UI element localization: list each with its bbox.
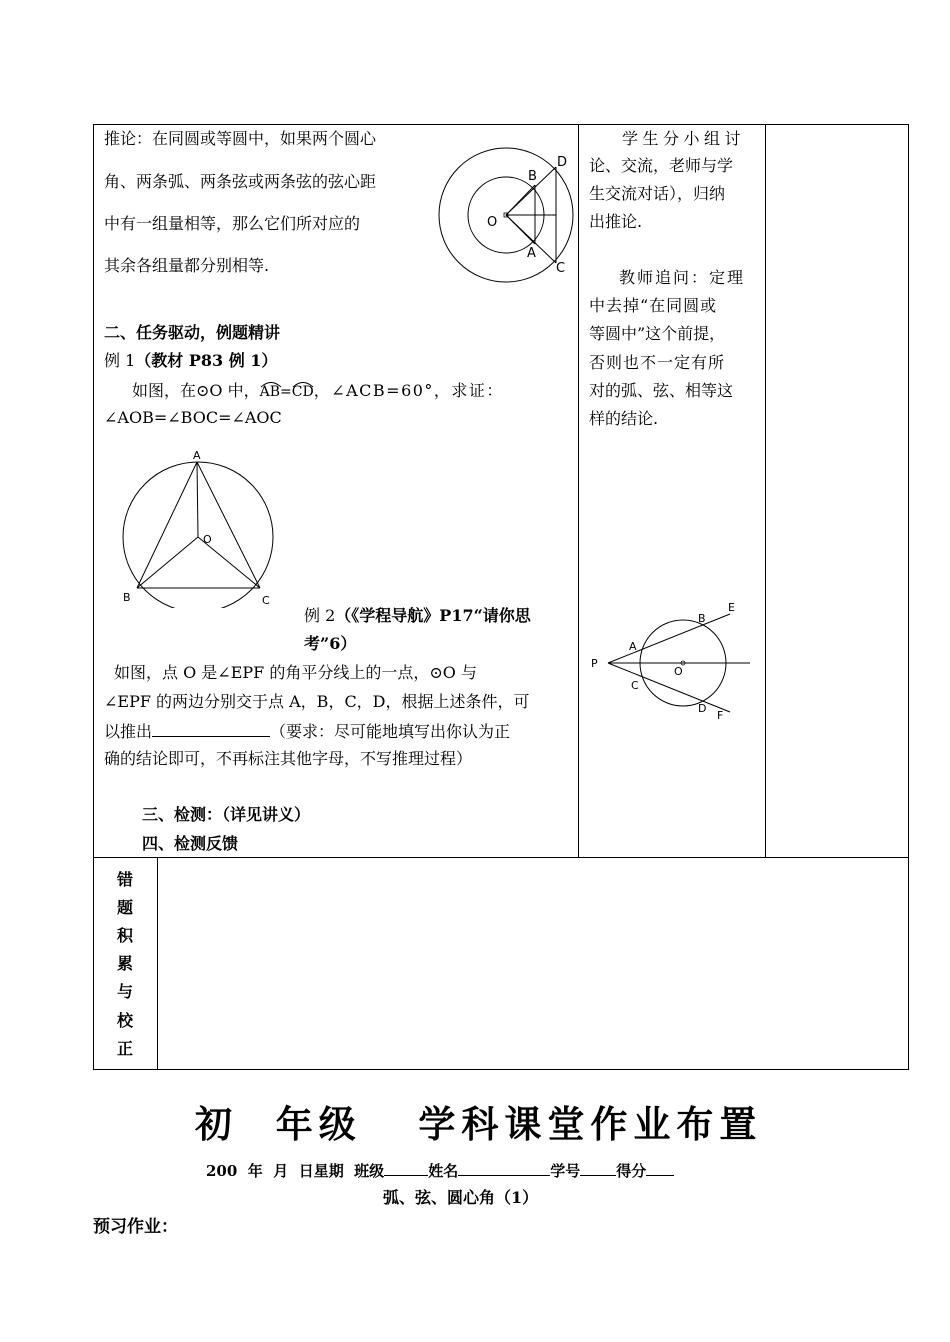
section3: 三、检测：（详见讲义） — [142, 805, 311, 824]
error-label-6: 校 — [117, 1011, 134, 1030]
example1-line2: ∠AOB=∠BOC=∠AOC — [104, 408, 282, 427]
no-blank[interactable] — [580, 1161, 616, 1176]
inference-line-4: 其余各组量都分别相等. — [104, 256, 270, 275]
column-divider-2 — [765, 124, 766, 858]
name-blank[interactable] — [458, 1161, 550, 1176]
mid-para1-line2: 论、交流，老师与学 — [589, 156, 734, 175]
example1-line1 — [132, 383, 504, 399]
section4: 四、检测反馈 — [142, 834, 239, 853]
arc-mark-icon — [260, 380, 282, 388]
label-c: C — [631, 679, 639, 692]
info-class: 班级 — [354, 1162, 385, 1180]
info-no: 学号 — [550, 1162, 581, 1180]
mid-para2-line2: 中去掉“在同圆或 — [589, 296, 718, 315]
error-label-4: 累 — [117, 954, 134, 973]
example2-line-2: ∠EPF 的两边分别交于点 A，B，C，D，根据上述条件，可 — [104, 692, 530, 711]
label-c: C — [262, 594, 270, 607]
inference-line-3: 中有一组量相等，那么它们所对应的 — [104, 214, 361, 233]
label-f: F — [717, 709, 724, 722]
example2-line-3 — [104, 722, 510, 740]
label-o: O — [487, 215, 498, 230]
table-mid-border — [93, 857, 909, 858]
arc-cd: CD — [292, 385, 314, 399]
section2-title: 二、任务驱动，例题精讲 — [104, 323, 281, 342]
label-a: A — [527, 246, 536, 261]
label-b: B — [123, 591, 131, 604]
label-p: P — [591, 657, 598, 670]
example2-text-d: （要求：尽可能地填写出你认为正 — [270, 722, 511, 741]
example1-ref: （教材 P83 例 1） — [135, 351, 278, 370]
label-b: B — [528, 169, 537, 184]
error-label-2: 题 — [117, 898, 134, 917]
homework-subtitle: 弧、弦、圆心角（1） — [383, 1188, 539, 1207]
table-left-border — [93, 124, 94, 1070]
preview-homework: 预习作业： — [93, 1217, 178, 1237]
inscribed-triangle-figure — [118, 448, 278, 608]
example1-text-a: 如图，在⊙O 中， — [132, 381, 260, 400]
example2-heading-line2: 考”6） — [304, 634, 357, 653]
example2-prefix: 例 2 — [304, 606, 336, 625]
arc-ab: AB — [260, 385, 280, 399]
table-top-border — [93, 124, 909, 125]
example2-text-c: 以推出 — [104, 722, 153, 741]
info-200: 200 — [206, 1162, 238, 1180]
error-label-5: 与 — [117, 982, 134, 1001]
error-label-7: 正 — [117, 1039, 134, 1058]
info-score: 得分 — [616, 1162, 647, 1180]
table-right-border — [908, 124, 909, 1070]
arc-mark-icon — [292, 380, 314, 388]
homework-title: 初 年级 学科课堂作业布置 — [195, 1102, 763, 1146]
info-year: 年 — [247, 1162, 263, 1180]
example1-eq: = — [280, 384, 292, 400]
example1-prefix: 例 1 — [104, 351, 136, 370]
mid-para2-line4: 否则也不一定有所 — [589, 353, 726, 372]
example1-text-b: ，∠ACB=60°，求证： — [313, 381, 504, 400]
inference-line-2: 角、两条弧、两条弦或两条弦的弦心距 — [104, 172, 377, 191]
mid-para2-line3: 等圆中”这个前提， — [589, 324, 726, 343]
label-b: B — [698, 612, 706, 625]
example2-ref-1: （《学程导航》P17“请你思 — [335, 606, 531, 625]
concentric-circles-figure — [436, 146, 576, 286]
example2-line-1: 如图，点 O 是∠EPF 的角平分线上的一点，⊙O 与 — [114, 663, 477, 682]
info-day: 日星期 — [298, 1162, 344, 1180]
answer-blank[interactable] — [152, 722, 270, 737]
mid-para1-line1: 学生分小组讨 — [622, 129, 746, 148]
angle-circle-figure — [588, 598, 758, 726]
label-o: O — [203, 533, 212, 546]
example2-line-4: 确的结论即可，不再标注其他字母，不写推理过程） — [104, 749, 473, 768]
label-c: C — [556, 261, 566, 276]
label-a: A — [193, 449, 201, 462]
mid-para2-line6: 样的结论. — [589, 409, 659, 428]
label-e: E — [728, 601, 735, 614]
error-label-divider — [157, 857, 158, 1069]
mid-para2-line5: 对的弧、弦、相等这 — [589, 381, 734, 400]
mid-para1-line3: 生交流对话），归纳 — [589, 184, 726, 203]
info-name: 姓名 — [428, 1162, 459, 1180]
example2-heading-line1 — [304, 608, 531, 624]
label-o: O — [674, 665, 683, 678]
column-divider-1 — [578, 124, 579, 858]
class-blank[interactable] — [384, 1161, 428, 1176]
inference-line-1: 推论：在同圆或等圆中，如果两个圆心 — [104, 129, 377, 148]
score-blank[interactable] — [646, 1161, 674, 1176]
label-d: D — [698, 702, 707, 715]
error-label-1: 错 — [117, 870, 134, 889]
example1-heading — [104, 353, 277, 369]
info-month: 月 — [273, 1162, 289, 1180]
mid-para2-line1: 教师追问：定理 — [619, 268, 746, 287]
label-a: A — [629, 640, 637, 653]
mid-para1-line4: 出推论. — [589, 212, 643, 231]
homework-info-line — [206, 1161, 674, 1179]
error-label-3: 积 — [117, 926, 134, 945]
table-bottom-border — [93, 1069, 909, 1070]
label-d: D — [557, 155, 568, 170]
